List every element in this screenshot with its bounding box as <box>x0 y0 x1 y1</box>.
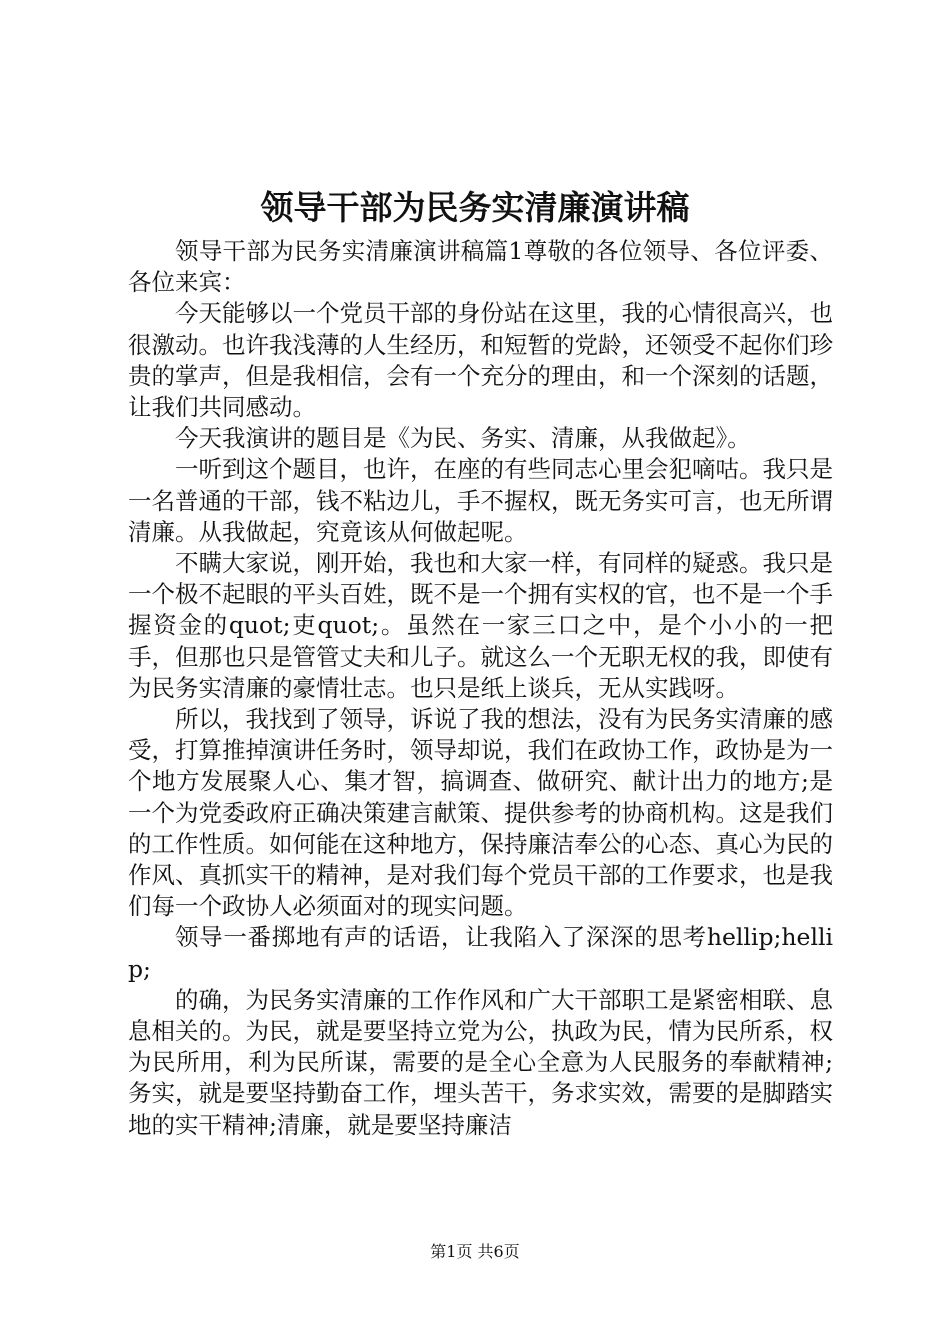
page-number-footer: 第1页 共6页 <box>430 1242 520 1261</box>
paragraph-7: 领导一番掷地有声的话语，让我陷入了深深的思考hellip;hellip; <box>128 923 833 983</box>
paragraph-2: 今天能够以一个党员干部的身份站在这里，我的心情很高兴，也很激动。也许我浅薄的人生经历，和短暂的党龄，还领受不起你们珍贵的掌声，但是我相信，会有一个充分的理由，和一个深刻的话题，让我们共同感动。 <box>128 299 833 422</box>
page-title: 领导干部为民务实清廉演讲稿 <box>260 188 690 227</box>
paragraph-6: 所以，我找到了领导，诉说了我的想法，没有为民务实清廉的感受，打算推掉演讲任务时，领导却说，我们在政协工作，政协是为一个地方发展聚人心、集才智，搞调查、做研究、献计出力的地方;是一个为党委政府正确决策建言献策、提供参考的协商机构。这是我们的工作性质。如何能在这种地方，保持廉洁奉公的心态、真心为民的作风、真抓实干的精神，是对我们每个党员干部的工作要求，也是我们每一个政协人必须面对的现实问题。 <box>128 705 833 921</box>
paragraph-8: 的确，为民务实清廉的工作作风和广大干部职工是紧密相联、息息相关的。为民，就是要坚持立党为公，执政为民，情为民所系，权为民所用，利为民所谋，需要的是全心全意为人民服务的奉献精神;务实，就是要坚持勤奋工作，埋头苦干，务求实效，需要的是脚踏实地的实干精神;清廉，就是要坚持廉洁 <box>128 985 833 1139</box>
paragraph-1: 领导干部为民务实清廉演讲稿篇1尊敬的各位领导、各位评委、各位来宾： <box>128 237 833 297</box>
paragraph-4: 一听到这个题目，也许，在座的有些同志心里会犯嘀咕。我只是一名普通的干部，钱不粘边儿，手不握权，既无务实可言，也无所谓清廉。从我做起，究竟该从何做起呢。 <box>128 455 833 546</box>
document-body <box>128 236 833 1141</box>
paragraph-5: 不瞒大家说，刚开始，我也和大家一样，有同样的疑惑。我只是一个极不起眼的平头百姓，既不是一个拥有实权的官，也不是一个手握资金的quot;吏quot;。虽然在一家三口之中，是个小小的一把手，但那也只是管管丈夫和儿子。就这么一个无职无权的我，即使有为民务实清廉的豪情壮志。也只是纸上谈兵，无从实践呀。 <box>128 549 833 702</box>
paragraph-3: 今天我演讲的题目是《为民、务实、清廉，从我做起》。 <box>175 424 751 453</box>
